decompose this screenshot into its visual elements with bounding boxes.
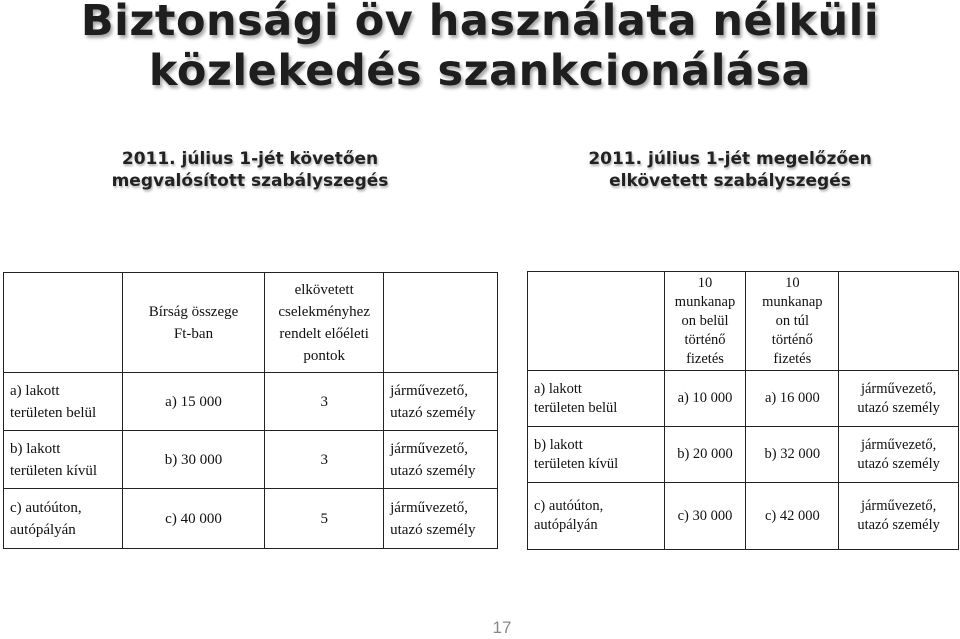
- place-line2: területen kívül: [534, 455, 619, 472]
- left-header-empty-cell: [4, 273, 123, 373]
- within-line1: 10: [697, 274, 713, 291]
- who-cell: [384, 431, 498, 489]
- who-line1: járművezető,: [390, 499, 469, 516]
- place-line2: területen belül: [534, 399, 618, 416]
- who-cell: [384, 373, 498, 431]
- right-header-beyond: [746, 272, 839, 371]
- within-cell: c) 30 000: [664, 483, 746, 550]
- left-header-amount-line1: Bírság összege: [148, 303, 239, 320]
- who-cell: [839, 483, 959, 550]
- place-line1: a) lakott: [10, 382, 60, 399]
- right-heading: [530, 148, 930, 192]
- table-row: [4, 431, 498, 489]
- beyond-line3: on túl: [775, 312, 810, 329]
- beyond-cell: a) 16 000: [746, 371, 839, 427]
- table-row: [4, 373, 498, 431]
- who-cell: [839, 371, 959, 427]
- right-heading-line1: 2011. július 1-jét megelőzően: [588, 149, 872, 169]
- place-line1: a) lakott: [534, 380, 582, 397]
- table-row: [528, 483, 959, 550]
- within-line5: fizetés: [686, 350, 724, 367]
- right-header-row: [528, 272, 959, 371]
- beyond-cell: b) 32 000: [746, 427, 839, 483]
- place-cell: [528, 427, 665, 483]
- page-number: 17: [492, 618, 512, 637]
- left-header-amount: [122, 273, 265, 373]
- left-header-points: [265, 273, 384, 373]
- points-cell: 3: [265, 431, 384, 489]
- place-line1: b) lakott: [10, 440, 61, 457]
- place-line2: területen kívül: [10, 462, 98, 479]
- place-cell: [528, 371, 665, 427]
- beyond-cell: c) 42 000: [746, 483, 839, 550]
- within-cell: a) 10 000: [664, 371, 746, 427]
- table-row: [4, 489, 498, 549]
- who-line2: utazó személy: [857, 455, 940, 472]
- place-line1: c) autóúton,: [10, 499, 82, 516]
- who-line1: járművezető,: [860, 436, 937, 453]
- who-cell: [839, 427, 959, 483]
- beyond-line4: történő: [771, 331, 813, 348]
- left-header-points-line3: rendelt előéleti: [279, 325, 369, 342]
- right-header-within: [664, 272, 746, 371]
- place-line1: b) lakott: [534, 436, 583, 453]
- left-fine-table: [3, 272, 498, 549]
- who-line2: utazó személy: [390, 521, 476, 538]
- amount-cell: b) 30 000: [122, 431, 265, 489]
- left-header-amount-line2: Ft-ban: [173, 325, 214, 342]
- left-heading-line2: megvalósított szabályszegés: [111, 171, 389, 191]
- who-line1: járművezető,: [860, 498, 937, 514]
- right-header-empty-cell-2: [839, 272, 959, 371]
- page-title-line1: Biztonsági öv használata nélküli: [0, 0, 960, 46]
- beyond-line1: 10: [785, 274, 800, 291]
- right-fine-table: [527, 271, 959, 550]
- within-line2: munkanap: [674, 293, 736, 310]
- left-heading: [60, 148, 440, 192]
- place-line2: autópályán: [534, 517, 598, 533]
- beyond-line5: fizetés: [773, 350, 812, 367]
- left-header-empty-cell-2: [384, 273, 498, 373]
- place-line2: autópályán: [10, 521, 76, 538]
- right-header-empty-cell: [528, 272, 665, 371]
- who-line1: járművezető,: [390, 382, 469, 399]
- left-header-points-line2: cselekményhez: [278, 303, 370, 320]
- amount-cell: c) 40 000: [122, 489, 265, 549]
- who-line2: utazó személy: [390, 462, 476, 479]
- place-cell: [528, 483, 665, 550]
- left-header-points-line1: elkövetett: [294, 281, 354, 298]
- left-header-points-line4: pontok: [303, 347, 346, 364]
- points-cell: 5: [265, 489, 384, 549]
- table-row: [528, 371, 959, 427]
- who-cell: [384, 489, 498, 549]
- place-cell: [4, 373, 123, 431]
- left-header-row: [4, 273, 498, 373]
- who-line1: járművezető,: [390, 440, 469, 457]
- place-line1: c) autóúton,: [534, 498, 604, 514]
- within-cell: b) 20 000: [664, 427, 746, 483]
- place-line2: területen belül: [10, 404, 97, 421]
- who-line2: utazó személy: [857, 399, 940, 416]
- amount-cell: a) 15 000: [122, 373, 265, 431]
- left-heading-line1: 2011. július 1-jét követően: [121, 149, 379, 169]
- beyond-line2: munkanap: [762, 293, 823, 310]
- points-cell: 3: [265, 373, 384, 431]
- who-line2: utazó személy: [390, 404, 476, 421]
- within-line4: történő: [684, 331, 726, 348]
- table-row: [528, 427, 959, 483]
- within-line3: on belül: [681, 312, 729, 329]
- place-cell: [4, 431, 123, 489]
- right-heading-line2: elkövetett szabályszegés: [609, 171, 851, 191]
- who-line1: járművezető,: [860, 380, 937, 397]
- place-cell: [4, 489, 123, 549]
- page-title-line2: közlekedés szankcionálása: [0, 46, 960, 96]
- who-line2: utazó személy: [857, 517, 940, 533]
